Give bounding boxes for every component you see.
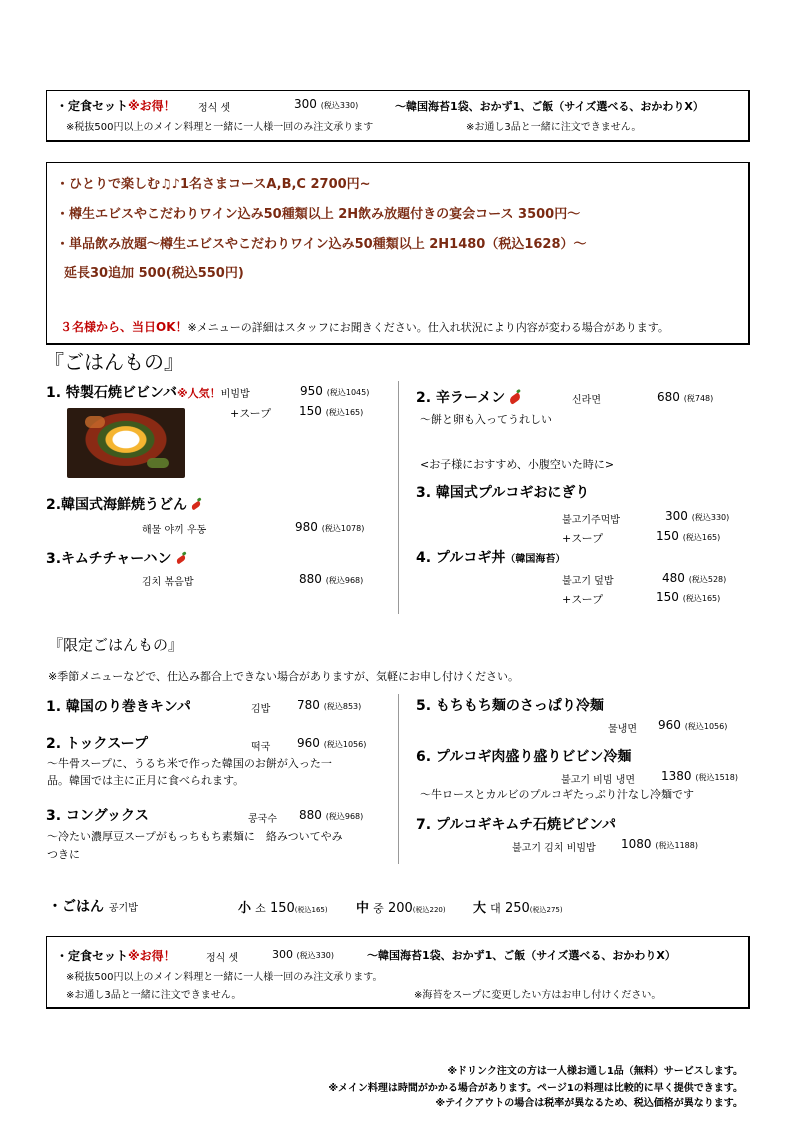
price: 980 xyxy=(295,520,318,534)
price: 950 xyxy=(300,384,323,398)
limited-item-3-price xyxy=(299,808,363,822)
tax-price: (税込528) xyxy=(688,575,727,584)
gohan-item-6-price xyxy=(662,571,726,585)
course-footer xyxy=(60,318,669,335)
gohan-item-6-korean: 불고기 덮밥 xyxy=(562,576,614,587)
limited-item-3-desc-2: つきに xyxy=(47,848,80,861)
limited-note: ※季節メニューなどで、仕込み都合上できない場合がありますが、気軽にお申し付けください。 xyxy=(48,670,519,683)
price: 880 xyxy=(299,572,322,586)
gohan-item-1-extra-price xyxy=(299,404,363,418)
gohan-item-5: 3. 韓国式プルコギおにぎり xyxy=(416,485,590,501)
set-meal-korean: 정식 셋 xyxy=(198,103,231,114)
course-line-4: 延長30追加 500(税込550円) xyxy=(64,266,244,281)
limited-item-2: 2. トックスープ xyxy=(46,736,148,752)
item-name: 1. 特製石焼ビビンバ xyxy=(46,385,177,401)
item-name: 2.韓国式海鮮焼うどん xyxy=(46,497,188,513)
gohan-item-6 xyxy=(416,547,565,567)
gohan-item-5-korean: 불고기주먹밥 xyxy=(562,515,620,526)
rice-name: ・ごはん xyxy=(48,899,104,915)
size-label: 中 xyxy=(356,901,370,916)
gohan-item-6-extra-price xyxy=(656,590,720,604)
price: 480 xyxy=(662,571,685,585)
price: 960 xyxy=(297,736,320,750)
gohan-item-2-price xyxy=(295,520,364,534)
gohan-item-1-price xyxy=(300,384,369,398)
chili-pepper-icon xyxy=(191,500,202,510)
tax-price: (税込968) xyxy=(325,812,364,821)
limited-title: 『限定ごはんもの』 xyxy=(48,636,184,654)
limited-item-3-desc-1: ～冷たい濃厚豆スープがもっちもち素麺に 絡みついてやみ xyxy=(47,830,343,843)
limited-item-3-korean: 콩국수 xyxy=(248,814,277,825)
price: 150 xyxy=(269,901,295,916)
limited-item-2-price xyxy=(297,736,366,750)
tax-price: (税込1518) xyxy=(695,773,738,782)
limited-item-1: 1. 韓国のり巻きキンパ xyxy=(46,699,191,715)
price: 150 xyxy=(299,404,322,418)
column-divider xyxy=(398,694,399,864)
price: 150 xyxy=(656,590,679,604)
set-meal-name: ・定食セット xyxy=(56,99,129,113)
tax-price: (税込165) xyxy=(682,594,721,603)
course-footer-note: ※メニューの詳細はスタッフにお聞きください。仕入れ状況により内容が変わる場合があります。 xyxy=(187,321,669,334)
bottom-set-meal-note-2: ※お通し3品と一緒に注文できません。 xyxy=(66,990,242,1001)
kids-note: <お子様におすすめ、小腹空いた時に> xyxy=(420,458,615,471)
rice-korean: 공기밥 xyxy=(108,903,138,914)
gohan-item-1 xyxy=(46,382,250,402)
tax-price: (税込1056) xyxy=(684,722,728,731)
tax-price: (税込1188) xyxy=(655,841,698,850)
tax-price: (税込165) xyxy=(294,906,328,914)
item-name: 2. 辛ラーメン xyxy=(416,390,506,406)
chili-pepper-icon xyxy=(508,392,522,405)
set-meal-note-2: ※お通し3品と一緒に注文できません。 xyxy=(466,122,642,133)
limited-item-5-price xyxy=(658,718,727,732)
item-sub: （韓国海苔） xyxy=(505,554,566,565)
limited-item-1-korean: 김밥 xyxy=(251,704,271,715)
item-name: 4. プルコギ丼 xyxy=(416,550,506,566)
price: 680 xyxy=(657,390,680,404)
bibimbap-photo xyxy=(67,408,185,478)
limited-item-2-desc-1: ～牛骨スープに、うるち米で作った韓国のお餅が入った一 xyxy=(47,757,332,770)
tax-price: (税込275) xyxy=(529,906,563,914)
tax-price: (税込165) xyxy=(325,408,364,417)
footer-note-1: ※ドリンク注文の方は一人様お通し1品（無料）サービスします。 xyxy=(447,1066,743,1077)
limited-item-2-korean: 떡국 xyxy=(251,742,271,753)
gohan-item-1-extra-label: +スープ xyxy=(230,407,272,420)
price: 880 xyxy=(299,808,322,822)
bottom-set-meal-desc: ～韓国海苔1袋、おかず1、ご飯（サイズ選べる、おかわりX） xyxy=(367,949,676,962)
item-name: 3.キムチチャーハン xyxy=(46,551,172,567)
tax-price: (税込330) xyxy=(691,513,730,522)
course-footer-red: ３名様から、当日OK！ xyxy=(60,320,188,334)
course-line-1: ・ひとりで楽しむ♫♪1名さまコースA,B,C 2700円~ xyxy=(56,177,371,192)
tax-price: (税込853) xyxy=(323,702,362,711)
rice-small xyxy=(238,897,328,916)
set-meal-desc: ～韓国海苔1袋、おかず1、ご飯（サイズ選べる、おかわりX） xyxy=(395,100,704,113)
size-label: 大 xyxy=(473,901,487,916)
price: 150 xyxy=(656,529,679,543)
price: 250 xyxy=(504,901,530,916)
size-korean: 소 xyxy=(255,902,266,915)
tax-price: (税込330) xyxy=(320,101,359,110)
course-line-3: ・単品飲み放題～樽生エビスやこだわりワイン込み50種類以上 2H1480（税込1628）～ xyxy=(56,237,587,252)
size-korean: 중 xyxy=(373,902,384,915)
tax-price: (税込1078) xyxy=(321,524,365,533)
price: 780 xyxy=(297,698,320,712)
footer-note-2: ※メイン料理は時間がかかる場合があります。ページ1の料理は比較的に早く提供できます。 xyxy=(328,1083,743,1094)
limited-item-6-price xyxy=(661,769,738,783)
price: 1380 xyxy=(661,769,692,783)
rice-medium xyxy=(356,897,446,916)
tax-price: (税込968) xyxy=(325,576,364,585)
rice-large xyxy=(473,897,563,916)
gohan-item-3 xyxy=(46,548,186,568)
price: 300 xyxy=(272,948,293,961)
gohan-item-6-extra-label: +スープ xyxy=(562,593,604,606)
tax-price: (税込220) xyxy=(412,906,446,914)
tax-price: (税込1056) xyxy=(323,740,367,749)
limited-item-2-desc-2: 品。韓国では主に正月に食べられます。 xyxy=(47,774,245,787)
tax-price: (税込165) xyxy=(682,533,721,542)
bottom-set-meal-korean: 정식 셋 xyxy=(206,953,239,964)
price: 300 xyxy=(665,509,688,523)
set-meal-price xyxy=(294,97,358,111)
column-divider xyxy=(398,381,399,614)
set-meal-promo: ※お得！ xyxy=(128,99,176,113)
gohan-item-2 xyxy=(46,494,201,514)
gohan-title: 『ごはんもの』 xyxy=(44,350,184,374)
gohan-item-4-desc: ～餅と卵も入ってうれしい xyxy=(420,413,552,426)
limited-item-5-korean: 물냉면 xyxy=(608,724,637,735)
price: 200 xyxy=(387,901,413,916)
limited-item-1-price xyxy=(297,698,361,712)
chili-pepper-icon xyxy=(175,554,186,564)
set-meal-line xyxy=(56,97,176,114)
gohan-item-5-extra-label: +スープ xyxy=(562,532,604,545)
gohan-item-4-korean: 신라면 xyxy=(572,395,601,406)
tax-price: (税込330) xyxy=(296,951,335,960)
gohan-item-5-extra-price xyxy=(656,529,720,543)
limited-item-7: 7. プルコギキムチ石焼ビビンパ xyxy=(416,817,616,833)
gohan-item-3-korean: 김치 볶음밥 xyxy=(142,577,194,588)
price: 960 xyxy=(658,718,681,732)
tax-price: (税748) xyxy=(683,394,714,403)
gohan-item-4-price xyxy=(657,390,713,404)
limited-item-6-desc: ～牛ロースとカルビのプルコギたっぷり汁なし冷麺です xyxy=(420,788,695,801)
limited-item-3: 3. コングックス xyxy=(46,808,149,824)
limited-item-6: 6. プルコギ肉盛り盛りビビン冷麺 xyxy=(416,749,632,765)
bottom-set-meal-note-1: ※税抜500円以上のメイン料理と一緒に一人様一回のみ注文承ります。 xyxy=(66,972,383,983)
size-korean: 대 xyxy=(490,902,501,915)
set-meal-note-1: ※税抜500円以上のメイン料理と一緒に一人様一回のみ注文承ります xyxy=(66,122,374,133)
set-meal-promo: ※お得！ xyxy=(128,949,176,963)
bottom-set-meal-note-3: ※海苔をスープに変更したい方はお申し付けください。 xyxy=(414,990,662,1001)
size-label: 小 xyxy=(238,901,252,916)
price: 1080 xyxy=(621,837,652,851)
limited-item-5: 5. もちもち麺のさっぱり冷麺 xyxy=(416,698,604,714)
set-meal-name: ・定食セット xyxy=(56,949,129,963)
limited-item-6-korean: 불고기 비빔 냉면 xyxy=(561,775,635,786)
limited-item-7-price xyxy=(621,837,698,851)
tax-price: (税込1045) xyxy=(326,388,370,397)
gohan-item-3-price xyxy=(299,572,363,586)
rice-label xyxy=(48,896,138,916)
gohan-item-4 xyxy=(416,387,521,407)
bottom-set-meal-line xyxy=(56,947,176,964)
price: 300 xyxy=(294,97,317,111)
item-promo: ※人気！ xyxy=(176,387,221,400)
gohan-item-2-korean: 해물 야끼 우동 xyxy=(142,525,207,536)
footer-note-3: ※テイクアウトの場合は税率が異なるため、税込価格が異なります。 xyxy=(435,1098,743,1109)
gohan-item-5-price xyxy=(665,509,729,523)
item-korean: 비빔밥 xyxy=(220,389,250,400)
course-line-2: ・樽生エビスやこだわりワイン込み50種類以上 2H飲み放題付きの宴会コース 3500円～ xyxy=(56,207,581,222)
bottom-set-meal-price xyxy=(272,948,334,961)
limited-item-7-korean: 불고기 김치 비빔밥 xyxy=(512,843,596,854)
